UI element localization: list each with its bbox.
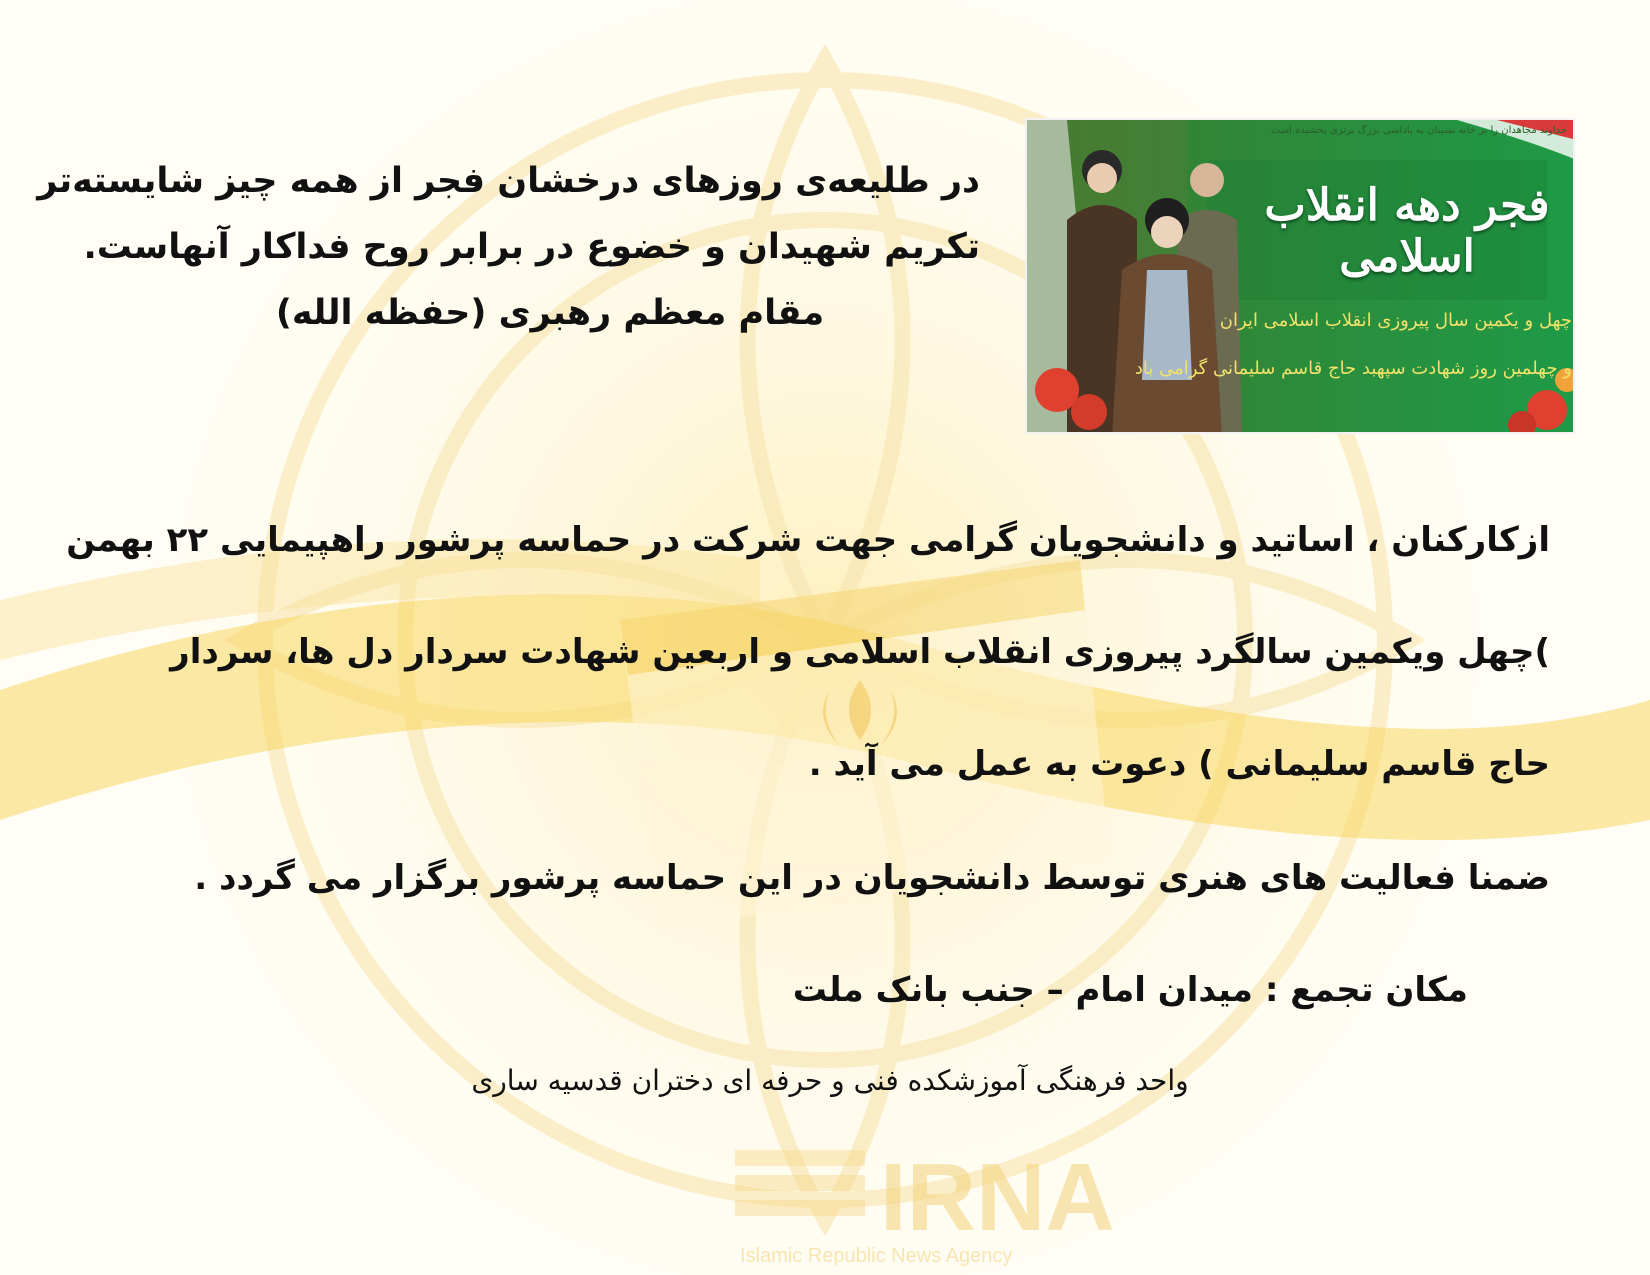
invitation-line-1: ازکارکنان ، اساتید و دانشجویان گرامی جهت شرکت در حماسه پرشور راهپیمایی ۲۲ بهمن bbox=[66, 520, 1550, 560]
fajr-banner-image bbox=[1025, 118, 1575, 434]
banner-subtitle-1: چهل و یکمین سال پیروزی انقلاب اسلامی ایران bbox=[1219, 310, 1572, 331]
gathering-location: مکان تجمع : میدان امام – جنب بانک ملت bbox=[792, 970, 1468, 1010]
invitation-line-3: حاج قاسم سلیمانی ) دعوت به عمل می آید . bbox=[808, 744, 1550, 784]
leader-quote bbox=[37, 148, 980, 346]
irna-watermark-text: IRNA bbox=[880, 1144, 1115, 1251]
invitation-line-4: ضمنا فعالیت های هنری توسط دانشجویان در این حماسه پرشور برگزار می گردد . bbox=[194, 858, 1550, 898]
organizer-footer: واحد فرهنگی آموزشکده فنی و حرفه ای دختران قدسیه ساری bbox=[471, 1064, 1189, 1097]
invitation-line-2: )چهل ویکمین سالگرد پیروزی انقلاب اسلامی و اربعین شهادت سردار دل ها، سردار bbox=[170, 632, 1550, 672]
banner-title: فجر دهه انقلاب اسلامی bbox=[1264, 180, 1550, 282]
quote-attribution: مقام معظم رهبری (حفظه الله) bbox=[275, 293, 825, 333]
irna-watermark bbox=[735, 1150, 865, 1216]
banner-top-text: خداوند مجاهدان را بر خانه نشینان به پاداشی بزرگ برتری بخشیده است bbox=[1270, 125, 1567, 136]
quote-line-1: در طلیعه‌ی روزهای درخشان فجر از همه چیز شایسته‌تر bbox=[37, 161, 980, 201]
banner-subtitle-2: و چهلمین روز شهادت سپهبد حاج قاسم سلیمانی گرامی باد bbox=[1134, 358, 1572, 379]
irna-watermark-subtext: Islamic Republic News Agency bbox=[740, 1245, 1013, 1267]
quote-line-2: تکریم شهیدان و خضوع در برابر روح فداکار آنهاست. bbox=[83, 227, 980, 267]
